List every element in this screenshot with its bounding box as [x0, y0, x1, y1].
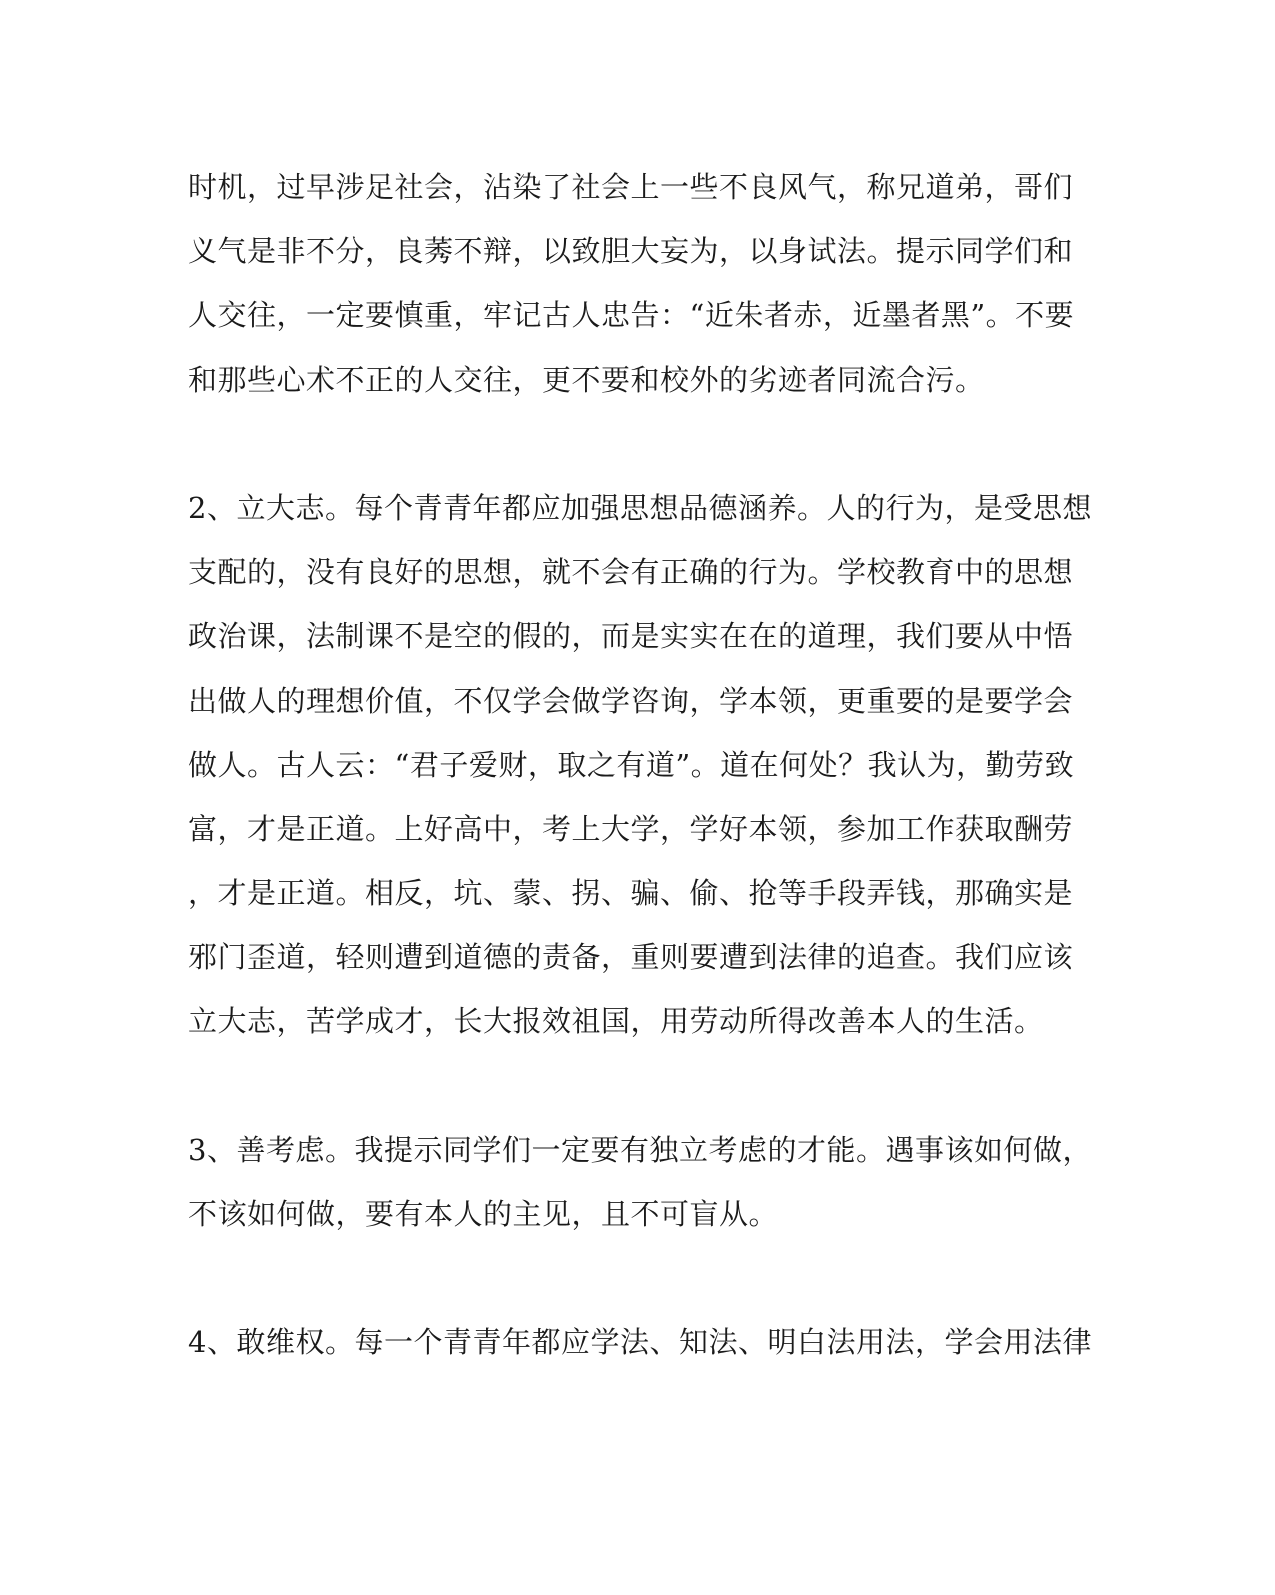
text-line: 立大志，苦学成才，长大报效祖国，用劳动所得改善本人的生活。 — [188, 1004, 1044, 1039]
paragraph-establish-ambition — [188, 476, 1092, 1054]
text-line: 政治课，法制课不是空的假的，而是实实在在的道理，我们要从中悟 — [188, 619, 1074, 654]
text-line: 富，才是正道。上好高中，考上大学，学好本领，参加工作获取酬劳 — [188, 811, 1074, 846]
text-line: 邪门歪道，轻则遭到道德的责备，重则要遭到法律的追查。我们应该 — [188, 940, 1074, 975]
text-line: 时机，过早涉足社会，沾染了社会上一些不良风气，称兄道弟，哥们 — [188, 170, 1074, 204]
document-body — [188, 155, 1092, 1375]
text-line: 做人。古人云：“君子爱财，取之有道”。道在何处？我认为，勤劳致 — [188, 747, 1075, 782]
paragraph-spacer — [188, 1246, 1068, 1310]
paragraph-independent-thinking — [188, 1118, 1092, 1246]
paragraph-spacer — [188, 1054, 1068, 1118]
paragraph-spacer — [188, 412, 1068, 476]
text-line: 支配的，没有良好的思想，就不会有正确的行为。学校教育中的思想 — [188, 555, 1074, 590]
text-line: 人交往，一定要慎重，牢记古人忠告：“近朱者赤，近墨者黑”。不要 — [188, 298, 1075, 333]
paragraph-defend-rights — [188, 1310, 1092, 1374]
paragraph-peer-influence — [188, 155, 1075, 412]
text-line: 义气是非不分，良莠不辩，以致胆大妄为，以身试法。提示同学们和 — [188, 234, 1074, 269]
text-line: ，才是正道。相反，坑、蒙、拐、骗、偷、抢等手段弄钱，那确实是 — [188, 876, 1074, 911]
text-line: 3、善考虑。我提示同学们一定要有独立考虑的才能。遇事该如何做， — [188, 1132, 1092, 1167]
text-line: 出做人的理想价值，不仅学会做学咨询，学本领，更重要的是要学会 — [188, 683, 1074, 718]
text-line: 2、立大志。每个青青年都应加强思想品德涵养。人的行为，是受思想 — [188, 490, 1092, 525]
text-line: 4、敢维权。每一个青青年都应学法、知法、明白法用法，学会用法律 — [188, 1325, 1092, 1360]
text-line: 不该如何做，要有本人的主见，且不可盲从。 — [188, 1197, 779, 1231]
text-line: 和那些心术不正的人交往，更不要和校外的劣迹者同流合污。 — [188, 362, 985, 397]
